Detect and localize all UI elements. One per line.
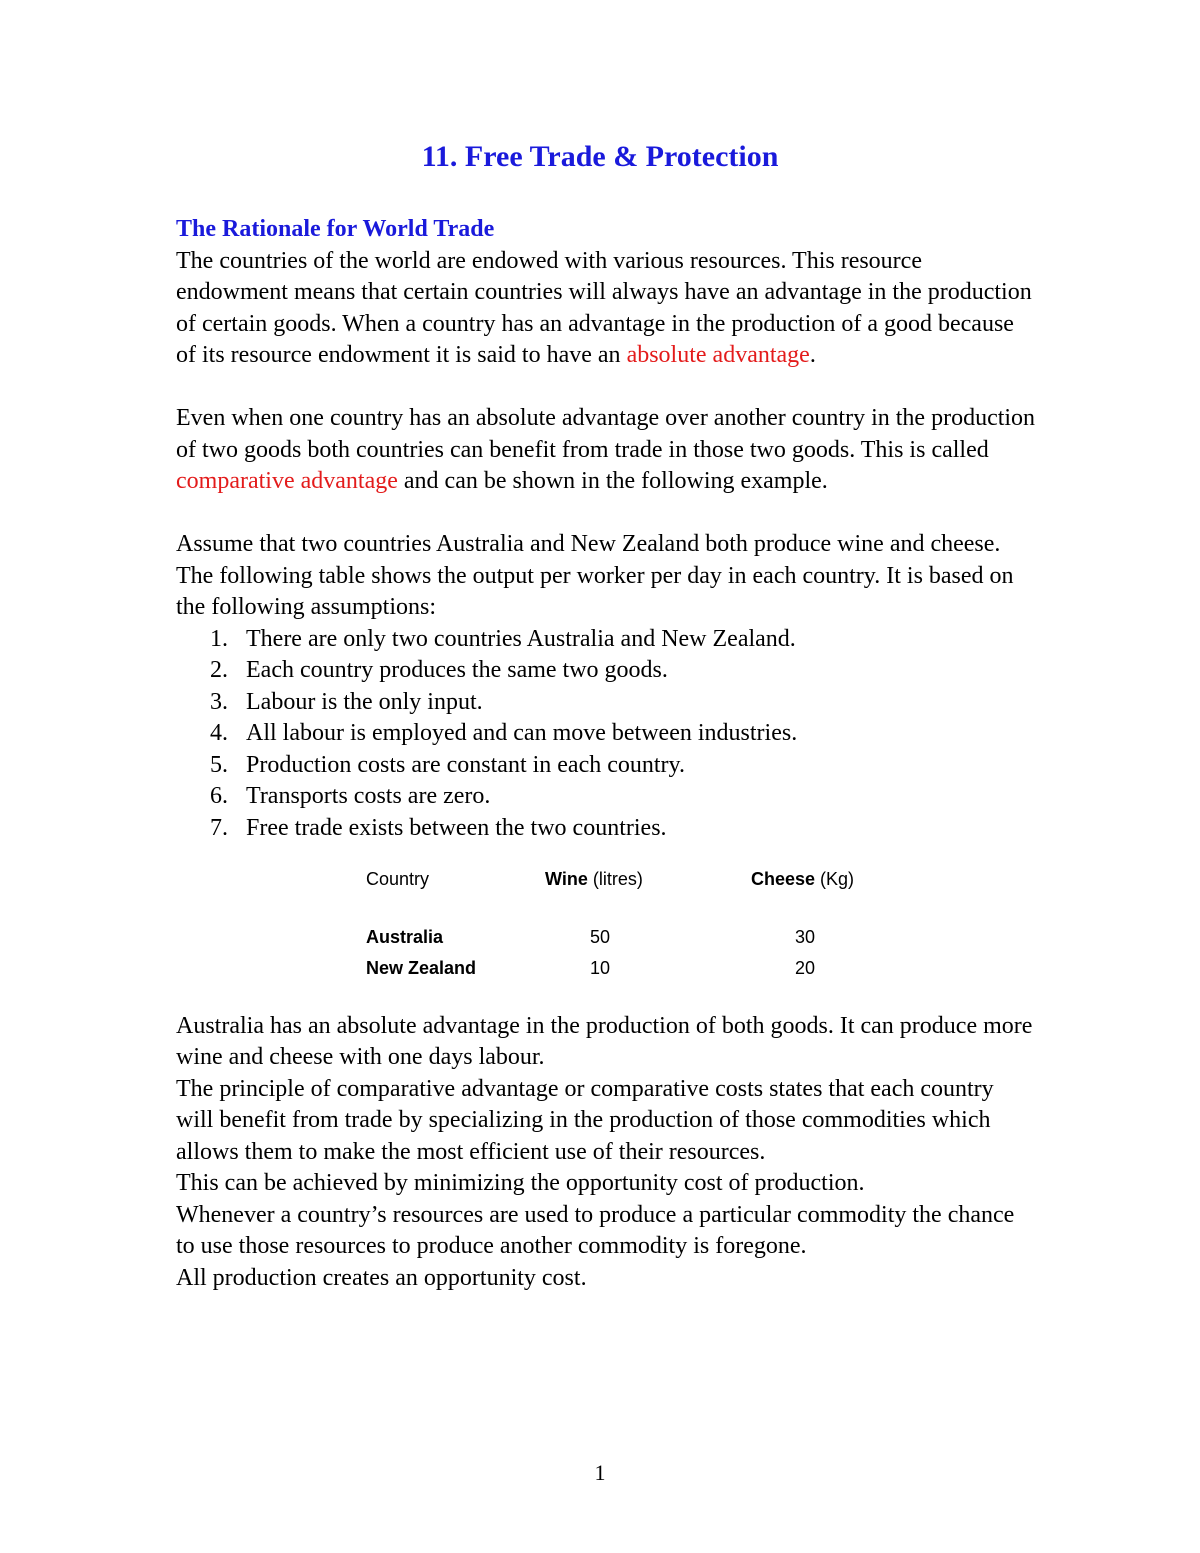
list-item (176, 655, 1036, 687)
cell-country: New Zealand (366, 958, 477, 978)
cell-cheese: 30 (795, 926, 816, 947)
cell-cheese: 20 (795, 958, 816, 978)
list-item-text: All labour is employed and can move between industries. (246, 720, 798, 746)
list-item-text: Free trade exists between the two countries. (246, 814, 667, 841)
header-wine-label: Wine (545, 869, 588, 889)
paragraph-spacer (176, 498, 1036, 530)
term-comparative-advantage: comparative advantage (176, 468, 398, 494)
list-item (176, 687, 1036, 719)
list-item-text: Transports costs are zero. (246, 783, 491, 809)
table-header-row (366, 864, 935, 896)
paragraph-text: Even when one country has an absolute advantage over another country in the production of two goods both countries can benefit from trade in those two goods. This is called (176, 405, 1036, 463)
table-row (366, 953, 935, 985)
paragraph-text: The countries of the world are endowed with various resources. This resource endowment means that certain countries will always have an advantage in the production of certain goods. When a country has an advantage in the production of a good because of its resource endowment it is said to have an (176, 247, 1032, 368)
paragraph-text: . (809, 342, 816, 368)
page-content (176, 214, 1036, 1294)
list-item-number: 6. (210, 783, 228, 809)
list-item-text: Production costs are constant in each country. (246, 751, 685, 778)
list-item (176, 750, 1036, 782)
term-absolute-advantage: absolute advantage (626, 342, 810, 368)
list-item-number: 2. (210, 657, 228, 683)
header-cheese (751, 864, 935, 896)
paragraph-foregone: Whenever a country’s resources are used to produce a particular commodity the chance to use those resources to produce another commodity is foregone. (176, 1201, 1015, 1259)
paragraph-absolute-both: Australia has an absolute advantage in the production of both goods. It can produce more wine and cheese with one days labour. (176, 1012, 1033, 1070)
header-country: Country (366, 869, 430, 889)
header-cheese-unit: (Kg) (815, 869, 855, 889)
paragraph-resource-endowment (176, 246, 1036, 372)
paragraph-comparative (176, 403, 1036, 498)
paragraph-text: and can be shown in the following example. (397, 468, 828, 494)
assumptions-list (176, 624, 1036, 845)
header-wine-unit: (litres) (587, 869, 643, 889)
list-item-text: Each country produces the same two goods. (246, 657, 668, 683)
table-spacer-row (366, 896, 935, 922)
list-item-text: There are only two countries Australia and New Zealand. (246, 625, 796, 652)
list-item (176, 624, 1036, 656)
list-item-text: Labour is the only input. (246, 688, 483, 715)
paragraph-opportunity-cost: All production creates an opportunity cost. (176, 1264, 587, 1291)
cell-wine: 50 (590, 926, 611, 947)
list-item-number: 5. (210, 751, 228, 778)
header-wine (545, 864, 751, 896)
list-item-number: 4. (210, 720, 228, 746)
cell-wine: 10 (590, 958, 611, 978)
list-item (176, 813, 1036, 845)
cell-country: Australia (366, 926, 444, 947)
paragraph-assume: Assume that two countries Australia and New Zealand both produce wine and cheese. The following table shows the output per worker per day in each country. It is based on the following assumptions: (176, 531, 1014, 620)
paragraph-minimizing: This can be achieved by minimizing the opportunity cost of production. (176, 1170, 865, 1196)
page-title: 11. Free Trade & Protection (421, 140, 779, 173)
list-item-number: 1. (210, 625, 228, 652)
section-heading: The Rationale for World Trade (176, 216, 495, 242)
paragraph-principle: The principle of comparative advantage or comparative costs states that each country will benefit from trade by specializing in the production of those commodities which allows them to make the most efficient use of their resources. (176, 1075, 994, 1165)
list-item (176, 718, 1036, 750)
header-cheese-label: Cheese (751, 869, 816, 889)
paragraph-spacer (176, 372, 1036, 404)
page-number: 1 (594, 1460, 606, 1485)
table-row (366, 922, 935, 954)
list-item-number: 3. (210, 688, 228, 715)
output-table (366, 864, 935, 985)
list-item (176, 781, 1036, 813)
list-item-number: 7. (210, 814, 228, 841)
